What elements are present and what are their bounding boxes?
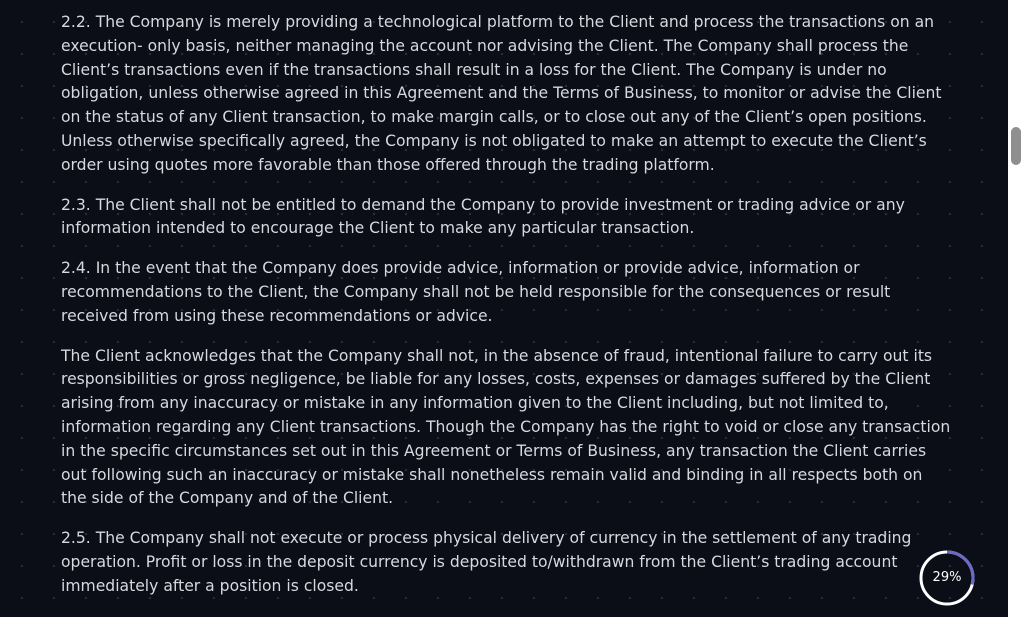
clause-2-4: 2.4. In the event that the Company does provide advice, information or provide advice, information or recommendations to the Client, the Company shall not be held responsible for the consequences or result received from using these recommendations or advice. (61, 259, 891, 325)
scroll-progress-indicator[interactable] (918, 549, 976, 607)
agreement-text (61, 11, 951, 615)
clause-2-3: 2.3. The Client shall not be entitled to demand the Company to provide investment or trading advice or any information intended to encourage the Client to make any particular transaction. (61, 195, 905, 238)
progress-percent-label: 29% (932, 570, 962, 585)
liability-paragraph: The Client acknowledges that the Company shall not, in the absence of fraud, intentional failure to carry out its responsibilities or gross negligence, be liable for any losses, costs, expenses or damages suffered by the Client arising from any inaccuracy or mistake in any information given to the Client including, but not limited to, information regarding any Client transactions. Though the Company has the right to void or close any transaction in the specific circumstances set out in this Agreement or Terms of Business, any transaction the Client carries out following such an inaccuracy or mistake shall nonetheless remain valid and binding in all respects both on the side of the Company and of the Client. (61, 346, 951, 508)
scrollbar-thumb[interactable] (1011, 127, 1021, 165)
clause-2-5: 2.5. The Company shall not execute or process physical delivery of currency in the settlement of any trading operation. Profit or loss in the deposit currency is deposited to/withdrawn from the Client’s trading account immediately after a position is closed. (61, 529, 912, 595)
clause-2-2: 2.2. The Company is merely providing a technological platform to the Client and process the transactions on an execution- only basis, neither managing the account nor advising the Client. The Company shall process the Client’s transactions even if the transactions shall result in a loss for the Client. The Company is under no obligation, unless otherwise agreed in this Agreement and the Terms of Business, to monitor or advise the Client on the status of any Client transaction, to make margin calls, or to close out any of the Client’s open positions. Unless otherwise specifically agreed, the Company is not obligated to make an attempt to execute the Client’s order using quotes more favorable than those offered through the trading platform. (61, 13, 942, 174)
vertical-scrollbar[interactable] (1008, 0, 1024, 617)
